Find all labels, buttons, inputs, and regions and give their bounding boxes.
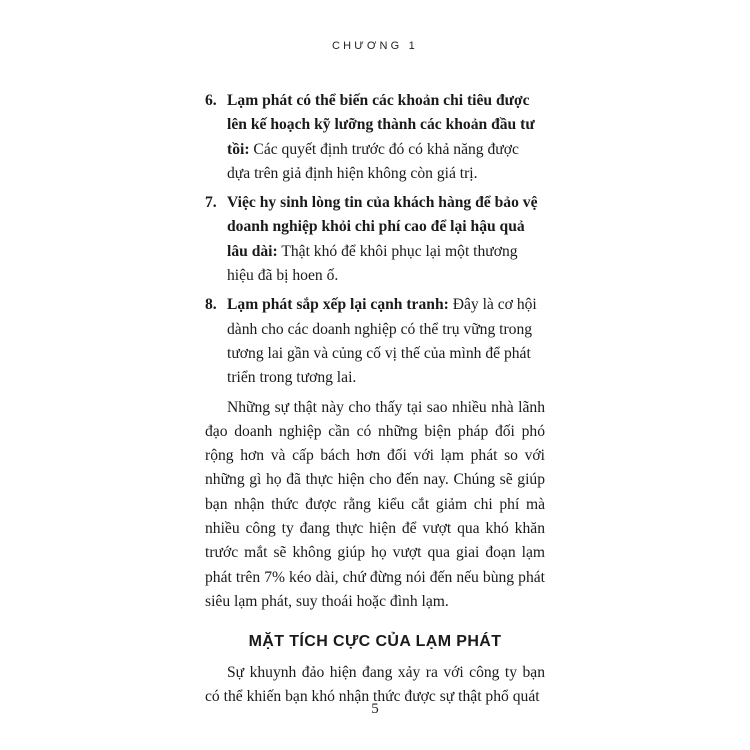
list-item	[205, 293, 545, 390]
body-paragraph: Những sự thật này cho thấy tại sao nhiều nhà lãnh đạo doanh nghiệp cần có những biện pháp đối phó rộng hơn và cấp bách hơn đối với lạm phát so với những gì họ đã thực hiện cho đến nay. Chúng sẽ giúp bạn nhận thức được rằng kiểu cắt giảm chi phí mà nhiều công ty đang thực hiện để vượt qua khó khăn trước mắt sẽ không giúp họ vượt qua giai đoạn lạm phát trên 7% kéo dài, chứ đừng nói đến nếu bùng phát siêu lạm phát, suy thoái hoặc đình lạm.	[205, 398, 545, 610]
list-item	[205, 191, 545, 288]
body-paragraph: Sự khuynh đảo hiện đang xảy ra với công ty bạn có thể khiến bạn khó nhận thức được sự thật phổ quát	[205, 663, 545, 705]
list-item	[205, 89, 545, 186]
list-item-number: 6.	[205, 92, 217, 109]
list-item-heading: Việc hy sinh lòng tin của khách hàng để bảo vệ doanh nghiệp khỏi chi phí cao để lại hậu quả lâu dài:	[227, 194, 538, 260]
list-item-number: 8.	[205, 296, 217, 314]
section-heading: MẶT TÍCH CỰC CỦA LẠM PHÁT	[248, 633, 502, 651]
list-item-text: Thật khó để khôi phục lại một thương hiệu đã bị hoen ố.	[227, 242, 518, 285]
page-body	[205, 89, 545, 725]
list-item-text: Các quyết định trước đó có khả năng được dựa trên giả định hiện không còn giá trị.	[227, 140, 519, 182]
page-number: 5	[371, 701, 379, 717]
list-item-number: 7.	[205, 194, 217, 212]
list-item-heading: Lạm phát sắp xếp lại cạnh tranh:	[227, 296, 449, 314]
list-item-text: Đây là cơ hội dành cho các doanh nghiệp có thể trụ vững trong tương lai gần và củng cố vị thế của mình để phát triển trong tương lai.	[227, 296, 537, 387]
list-item-heading: Lạm phát có thể biến các khoản chi tiêu được lên kế hoạch kỹ lưỡng thành các khoản đầu tư tồi:	[227, 92, 535, 158]
running-head: CHƯƠNG 1	[332, 40, 418, 52]
